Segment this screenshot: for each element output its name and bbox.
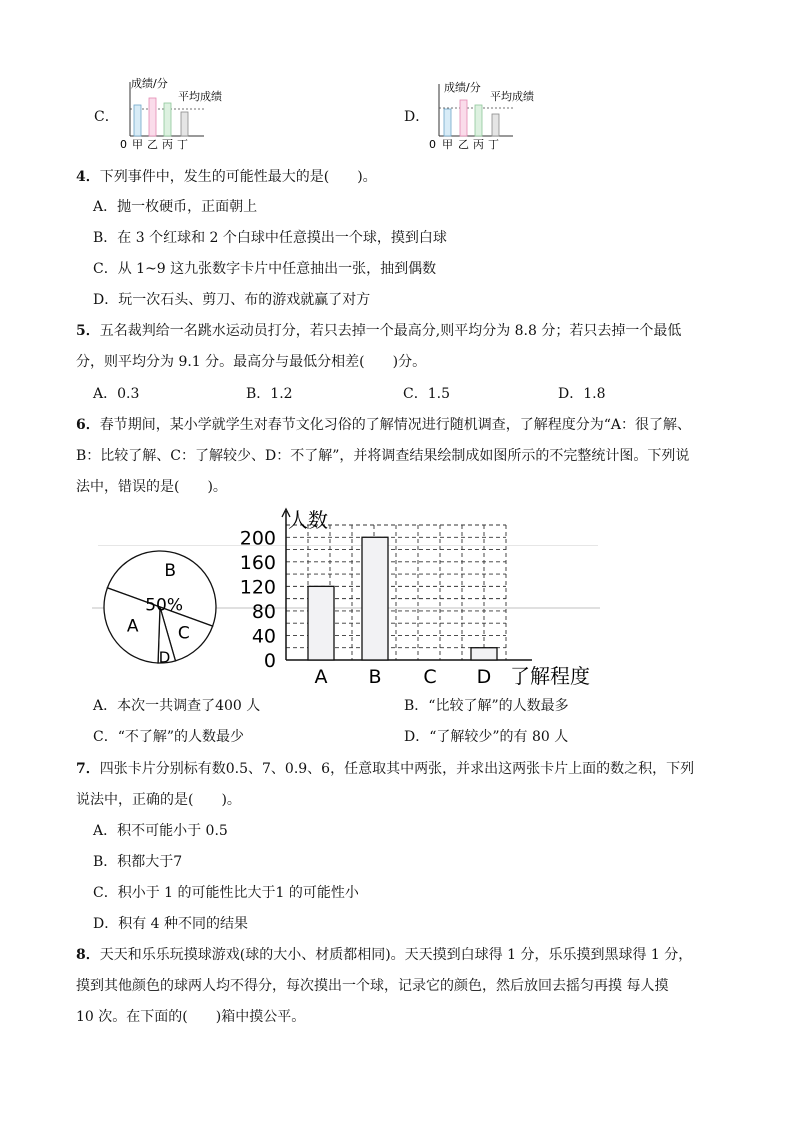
x-tick-label-a: A [314, 666, 328, 688]
q3c-bar-jia [134, 105, 141, 136]
pie-label-percent: 50% [145, 595, 184, 616]
q6-bar-chart [240, 505, 600, 690]
q3c-cat-bing: 丙 [162, 138, 173, 151]
bar-a [308, 586, 334, 660]
q6-stem-line1 [76, 416, 691, 434]
pie-label-a: A [126, 616, 139, 637]
bar-d [471, 648, 497, 660]
q3d-bar-yi [460, 100, 467, 136]
q3c-bar-yi [149, 98, 156, 136]
q4-option-d[interactable]: D．玩一次石头、剪刀、布的游戏就赢了对方 [93, 292, 371, 308]
q3c-cat-yi: 乙 [147, 138, 158, 151]
y-tick-label: 200 [239, 527, 276, 550]
q8-stem-line1 [76, 946, 692, 964]
q4-stem-text: 下列事件中，发生的可能性最大的是( )。 [99, 169, 377, 185]
q7-option-c[interactable]: C．积小于 1 的可能性比大于1 的可能性小 [93, 885, 359, 901]
y-tick-label: 0 [263, 650, 276, 672]
bar-b [362, 537, 388, 660]
q7-stem-text1: 四张卡片分别标有数0.5、7、0.9、6，任意取其中两张，并求出这两张卡片上面的数之积，下列 [99, 761, 695, 777]
q3d-bar-ding [492, 114, 499, 136]
q5-option-c[interactable]: C．1.5 [403, 386, 450, 402]
q3d-bar-jia [444, 109, 451, 136]
q7-stem-line1 [76, 760, 694, 778]
q3c-bar-ding [181, 112, 188, 136]
q5-stem-line2: 分，则平均分为 9.1 分。最高分与最低分相差( )分。 [76, 354, 427, 370]
y-axis-title: 人数 [288, 508, 328, 532]
q3d-zero: 0 [429, 138, 436, 151]
y-tick-label: 40 [251, 625, 276, 648]
q3d-cat-yi: 乙 [458, 138, 469, 151]
q3c-zero: 0 [120, 138, 127, 151]
x-axis-title: 了解程度 [510, 664, 590, 688]
q5-option-a[interactable]: A．0.3 [93, 386, 140, 402]
q3c-cat-ding: 丁 [177, 138, 188, 151]
q3-option-c-chart [118, 76, 222, 156]
q5-option-b[interactable]: B．1.2 [246, 386, 293, 402]
y-tick-label: 80 [251, 600, 276, 623]
q3d-cat-jia: 甲 [442, 138, 453, 151]
q7-option-b[interactable]: B．积都大于7 [93, 854, 183, 870]
q6-stem-line2: B：比较了解、C：了解较少、D：不了解”，并将调查结果绘制成如图所示的不完整统计图。下列说 [76, 448, 690, 464]
q3d-avg-label: 平均成绩 [490, 90, 534, 103]
q6-option-a[interactable]: A．本次一共调查了400 人 [93, 698, 261, 714]
q4-stem [76, 168, 377, 186]
q8-stem-text1: 天天和乐乐玩摸球游戏(球的大小、材质都相同)。天天摸到白球得 1 分，乐乐摸到黑球得 1 分， [99, 947, 693, 963]
pie-label-c: C [177, 623, 190, 644]
q3-option-c-label: C． [94, 109, 119, 125]
q7-stem-line2: 说法中，正确的是( )。 [76, 792, 241, 808]
q6-option-c[interactable]: C．“不了解”的人数最少 [93, 729, 245, 745]
q7-option-d[interactable]: D．积有 4 种不同的结果 [93, 916, 249, 932]
q3d-cat-bing: 丙 [473, 138, 484, 151]
x-tick-label-b: B [368, 666, 382, 688]
q4-number: 4． [76, 169, 100, 185]
q7-number: 7． [76, 761, 100, 777]
q3-option-d-chart [427, 78, 537, 158]
pie-label-b: B [164, 560, 177, 581]
q6-stem-text1: 春节期间，某小学就学生对春节文化习俗的了解情况进行随机调查，了解程度分为“A：很了解、 [99, 417, 692, 433]
x-tick-label-d: D [476, 666, 492, 688]
q8-stem-line3: 10 次。在下面的( )箱中摸公平。 [76, 1009, 306, 1025]
q6-number: 6． [76, 417, 100, 433]
q3d-cat-ding: 丁 [488, 138, 499, 151]
q3c-bar-bing [164, 103, 171, 136]
x-tick-label-c: C [423, 666, 437, 688]
q6-stem-line3: 法中，错误的是( )。 [76, 479, 227, 495]
q3c-y-axis-label: 成绩/分 [131, 77, 168, 90]
pie-label-d: D [158, 648, 171, 667]
q6-option-b[interactable]: B．“比较了解”的人数最多 [404, 698, 569, 714]
q5-stem-text1: 五名裁判给一名跳水运动员打分，若只去掉一个最高分,则平均分为 8.8 分；若只去掉一个最低 [99, 323, 682, 339]
q5-number: 5． [76, 323, 100, 339]
q4-option-b[interactable]: B．在 3 个红球和 2 个白球中任意摸出一个球，摸到白球 [93, 230, 447, 246]
q8-number: 8． [76, 947, 100, 963]
q7-option-a[interactable]: A．积不可能小于 0.5 [93, 823, 228, 839]
q3d-bar-bing [475, 105, 482, 136]
q3-option-d-label: D． [404, 109, 430, 125]
q3c-avg-label: 平均成绩 [178, 90, 222, 103]
q4-option-a[interactable]: A．抛一枚硬币，正面朝上 [93, 199, 258, 215]
q3d-y-axis-label: 成绩/分 [444, 81, 481, 94]
q6-pie-chart [100, 545, 225, 670]
q5-option-d[interactable]: D．1.8 [558, 386, 606, 402]
q6-option-d[interactable]: D．“了解较少”的有 80 人 [404, 729, 569, 745]
q5-stem-line1 [76, 322, 681, 340]
y-tick-label: 120 [239, 576, 276, 599]
q4-option-c[interactable]: C．从 1~9 这九张数字卡片中任意抽出一张，抽到偶数 [93, 261, 437, 277]
y-tick-label: 160 [239, 551, 276, 574]
q8-stem-line2: 摸到其他颜色的球两人均不得分，每次摸出一个球，记录它的颜色，然后放回去摇匀再摸 每人摸 [76, 978, 669, 994]
q3c-cat-jia: 甲 [132, 138, 143, 151]
